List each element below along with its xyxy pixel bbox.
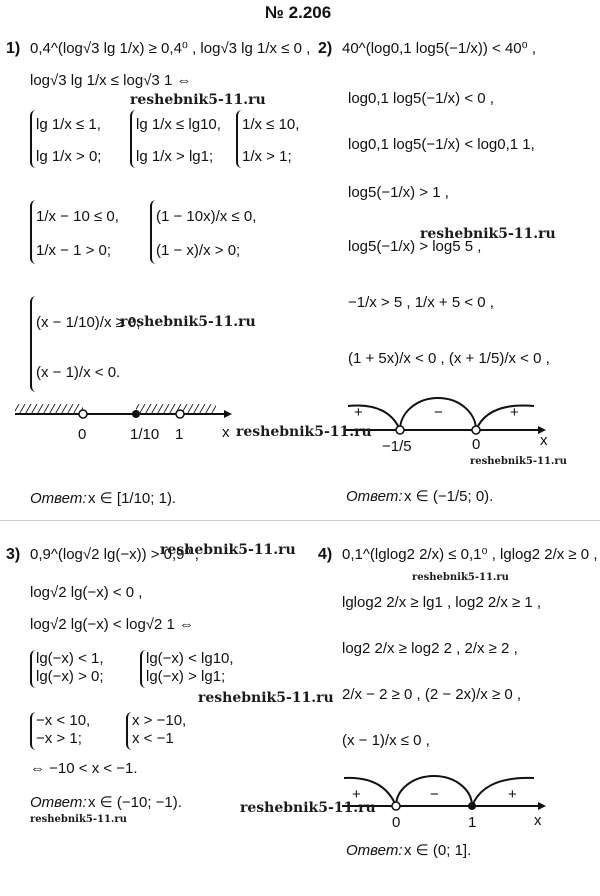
- watermark-2: reshebnik5-11.ru: [420, 226, 556, 242]
- p1-system-1: [30, 110, 101, 168]
- p1-system-3: [236, 110, 299, 168]
- watermark-10: reshebnik5-11.ru: [30, 814, 127, 825]
- p4-axis-label-x: x: [534, 812, 542, 829]
- p2-sign-3: +: [510, 404, 519, 421]
- p4-arc-right: [472, 778, 534, 806]
- p3-system-2: [140, 650, 234, 688]
- p2-line5: log5(−1/x) > log5 5 ,: [348, 238, 482, 255]
- p1-system-6: [30, 296, 141, 392]
- p1-hatch-left: [15, 404, 83, 414]
- p4-axis-label-1: 1: [468, 814, 477, 831]
- p1-point-0: [79, 410, 87, 418]
- p3-system-4: [126, 712, 186, 750]
- p4-answer-label: Ответ:: [346, 842, 403, 859]
- p1-sys4-a: 1/x − 10 ≤ 0,: [36, 208, 119, 225]
- p2-line6: −1/x > 5 , 1/x + 5 < 0 ,: [348, 294, 494, 311]
- p1-system-5: [150, 200, 256, 264]
- p3-sys4-a: x > −10,: [132, 712, 187, 729]
- p3-line2: log√2 lg(−x) < 0 ,: [30, 584, 143, 601]
- p1-point-tenth: [132, 410, 140, 418]
- p1-axis-arrow: [224, 410, 232, 418]
- p2-line4: log5(−1/x) > 1 ,: [348, 184, 449, 201]
- p1-axis-label-x: x: [222, 424, 230, 441]
- p3-sys2-a: lg(−x) < lg10,: [146, 650, 234, 667]
- p1-axis-label-tenth: 1/10: [130, 426, 160, 443]
- p2-arc-right: [476, 406, 534, 431]
- p1-sys3-a: 1/x ≤ 10,: [242, 116, 300, 133]
- p2-line1: 40^(log0,1 log5(−1/x)) < 40⁰ ,: [342, 40, 536, 57]
- p4-sign-2: −: [430, 786, 439, 803]
- page-title: № 2.206: [265, 3, 332, 22]
- p4-answer: x ∈ (0; 1].: [404, 842, 472, 859]
- p3-sys2-b: lg(−x) > lg1;: [146, 668, 226, 685]
- p4-line4: 2/x − 2 ≥ 0 , (2 − 2x)/x ≥ 0 ,: [342, 686, 522, 703]
- p3-sys3-b: −x > 1;: [36, 730, 82, 747]
- p2-line3: log0,1 log5(−1/x) < log0,1 1,: [348, 136, 535, 153]
- p3-system-1: [30, 650, 104, 688]
- p3-line4: ⇔ −10 < x < −1.: [30, 760, 138, 777]
- p3-line1: 0,9^(log√2 lg(−x)) > 0,9⁰ ,: [30, 546, 199, 563]
- watermark-8: reshebnik5-11.ru: [198, 690, 334, 706]
- p2-sign-2: −: [434, 404, 443, 421]
- p2-answer: x ∈ (−1/5; 0).: [404, 488, 494, 505]
- problem-3-number: 3): [6, 546, 21, 563]
- p1-answer: x ∈ [1/10; 1).: [88, 490, 177, 507]
- p1-sys2-a: lg 1/x ≤ lg10,: [136, 116, 221, 133]
- p1-point-1: [176, 410, 184, 418]
- p4-line5: (x − 1)/x ≤ 0 ,: [342, 732, 430, 749]
- watermark-9: reshebnik5-11.ru: [240, 800, 376, 816]
- p1-answer-label: Ответ:: [30, 490, 87, 507]
- p4-axis-label-0: 0: [392, 814, 401, 831]
- watermark-7: reshebnik5-11.ru: [412, 572, 509, 583]
- p2-point-neg-fifth: [396, 426, 404, 434]
- p2-sign-1: +: [354, 404, 363, 421]
- p2-line7: (1 + 5x)/x < 0 , (x + 1/5)/x < 0 ,: [348, 350, 550, 367]
- p2-line2: log0,1 log5(−1/x) < 0 ,: [348, 90, 494, 107]
- p1-sys3-b: 1/x > 1;: [242, 148, 292, 165]
- watermark-6: reshebnik5-11.ru: [160, 542, 296, 558]
- p1-system-4: [30, 200, 119, 264]
- p2-point-0: [472, 426, 480, 434]
- p2-axis-label-0: 0: [472, 436, 481, 453]
- p4-line2: lglog2 2/x ≥ lg1 , log2 2/x ≥ 1 ,: [342, 594, 542, 611]
- p4-point-0: [392, 802, 400, 810]
- p2-answer-label: Ответ:: [346, 488, 403, 505]
- problem-4-number: 4): [318, 546, 333, 563]
- p1-sys6-b: (x − 1)/x < 0.: [36, 364, 121, 381]
- p3-answer: x ∈ (−10; −1).: [88, 794, 182, 811]
- p4-line1: 0,1^(lglog2 2/x) ≤ 0,1⁰ , lglog2 2/x ≥ 0 ,: [342, 546, 598, 563]
- p1-line1: 0,4^(log√3 lg 1/x) ≥ 0,4⁰ , log√3 lg 1/x ≤ 0 ,: [30, 40, 311, 57]
- p3-sys4-b: x < −1: [132, 730, 174, 747]
- p2-axis-label-x: x: [540, 432, 548, 449]
- p1-sys1-a: lg 1/x ≤ 1,: [36, 116, 101, 133]
- p3-sys3-a: −x < 10,: [36, 712, 91, 729]
- p2-axis-label-neg-fifth: −1/5: [382, 438, 412, 455]
- section-divider: [0, 520, 600, 521]
- p3-line3: log√2 lg(−x) < log√2 1 ⇔: [30, 616, 195, 633]
- p4-point-1: [468, 802, 476, 810]
- p1-sys5-a: (1 − 10x)/x ≤ 0,: [156, 208, 257, 225]
- p4-sign-1: +: [352, 786, 361, 803]
- p4-axis-arrow: [538, 802, 546, 810]
- p1-number-line: [10, 398, 240, 478]
- p3-answer-label: Ответ:: [30, 794, 87, 811]
- watermark-1: reshebnik5-11.ru: [130, 92, 266, 108]
- p1-axis-label-0: 0: [78, 426, 87, 443]
- p3-system-3: [30, 712, 90, 750]
- p1-system-2: [130, 110, 221, 168]
- p1-sys2-b: lg 1/x > lg1;: [136, 148, 214, 165]
- p3-sys1-b: lg(−x) > 0;: [36, 668, 104, 685]
- watermark-5: reshebnik5-11.ru: [470, 456, 567, 467]
- watermark-4: reshebnik5-11.ru: [236, 424, 372, 440]
- p1-sys4-b: 1/x − 1 > 0;: [36, 242, 112, 259]
- problem-2-number: 2): [318, 40, 333, 57]
- watermark-3: reshebnik5-11.ru: [120, 314, 256, 330]
- p4-sign-3: +: [508, 786, 517, 803]
- p1-sys1-b: lg 1/x > 0;: [36, 148, 102, 165]
- p3-sys1-a: lg(−x) < 1,: [36, 650, 104, 667]
- p4-line3: log2 2/x ≥ log2 2 , 2/x ≥ 2 ,: [342, 640, 518, 657]
- p1-axis-label-1: 1: [175, 426, 184, 443]
- problem-1-number: 1): [6, 40, 21, 57]
- p1-line2: log√3 lg 1/x ≤ log√3 1 ⇔: [30, 72, 192, 89]
- p1-sys5-b: (1 − x)/x > 0;: [156, 242, 241, 259]
- p1-sys6-a: (x − 1/10)/x ≥ 0,: [36, 314, 141, 331]
